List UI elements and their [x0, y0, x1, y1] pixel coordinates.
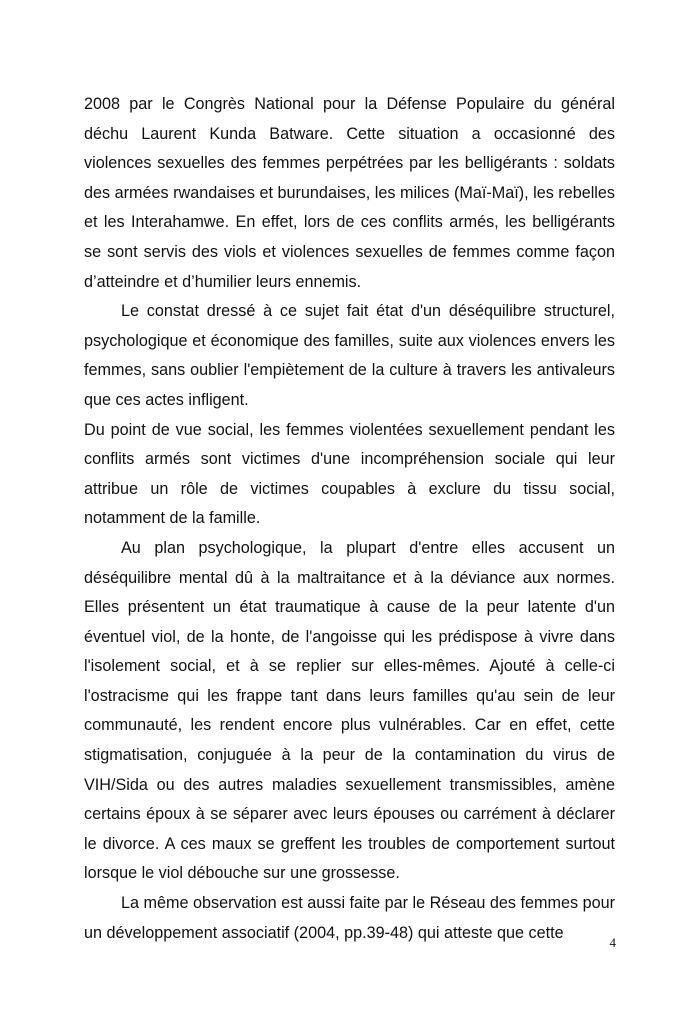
paragraph-2: Le constat dressé à ce sujet fait état d'un déséquilibre structurel, psychologique et économique des familles, suite aux violences envers les femmes, sans oublier l'empiètement de la culture à travers les antivaleurs que ces actes infligent.	[84, 302, 615, 409]
page-number: 4	[609, 935, 616, 950]
paragraph-1: 2008 par le Congrès National pour la Défense Populaire du général déchu Laurent Kunda Batware. Cette situation a occasionné des violences sexuelles des femmes perpétrées par les belligérants : soldats des armées rwandaises et burundaises, les milices (Maï-Maï), les rebelles et les Interahamwe. En effet, lors de ces conflits armés, les belligérants se sont servis des viols et violences sexuelles de femmes comme façon d’atteindre et d’humilier leurs ennemis.	[84, 95, 615, 291]
paragraph-4: Au plan psychologique, la plupart d'entre elles accusent un déséquilibre mental dû à la maltraitance et à la déviance aux normes. Elles présentent un état traumatique à cause de la peur latente d'un éventuel viol, de la honte, de l'angoisse qui les prédispose à vivre dans l'isolement social, et à se replier sur elles-mêmes. Ajouté à celle-ci l'ostracisme qui les frappe tant dans leurs familles qu'au sein de leur communauté, les rendent encore plus vulnérables. Car en effet, cette stigmatisation, conjuguée à la peur de la contamination du virus de VIH/Sida ou des autres maladies sexuellement transmissibles, amène certains époux à se séparer avec leurs épouses ou carrément à déclarer le divorce. A ces maux se greffent les troubles de comportement surtout lorsque le viol débouche sur une grossesse.	[84, 538, 615, 883]
paragraph-3: Du point de vue social, les femmes violentées sexuellement pendant les conflits armés sont victimes d'une incompréhension sociale qui leur attribue un rôle de victimes coupables à exclure du tissu social, notamment de la famille.	[84, 420, 615, 528]
paragraph-5: La même observation est aussi faite par le Réseau des femmes pour un développement associatif (2004, pp.39-48) qui atteste que cette	[84, 894, 615, 942]
body-text	[84, 90, 615, 948]
